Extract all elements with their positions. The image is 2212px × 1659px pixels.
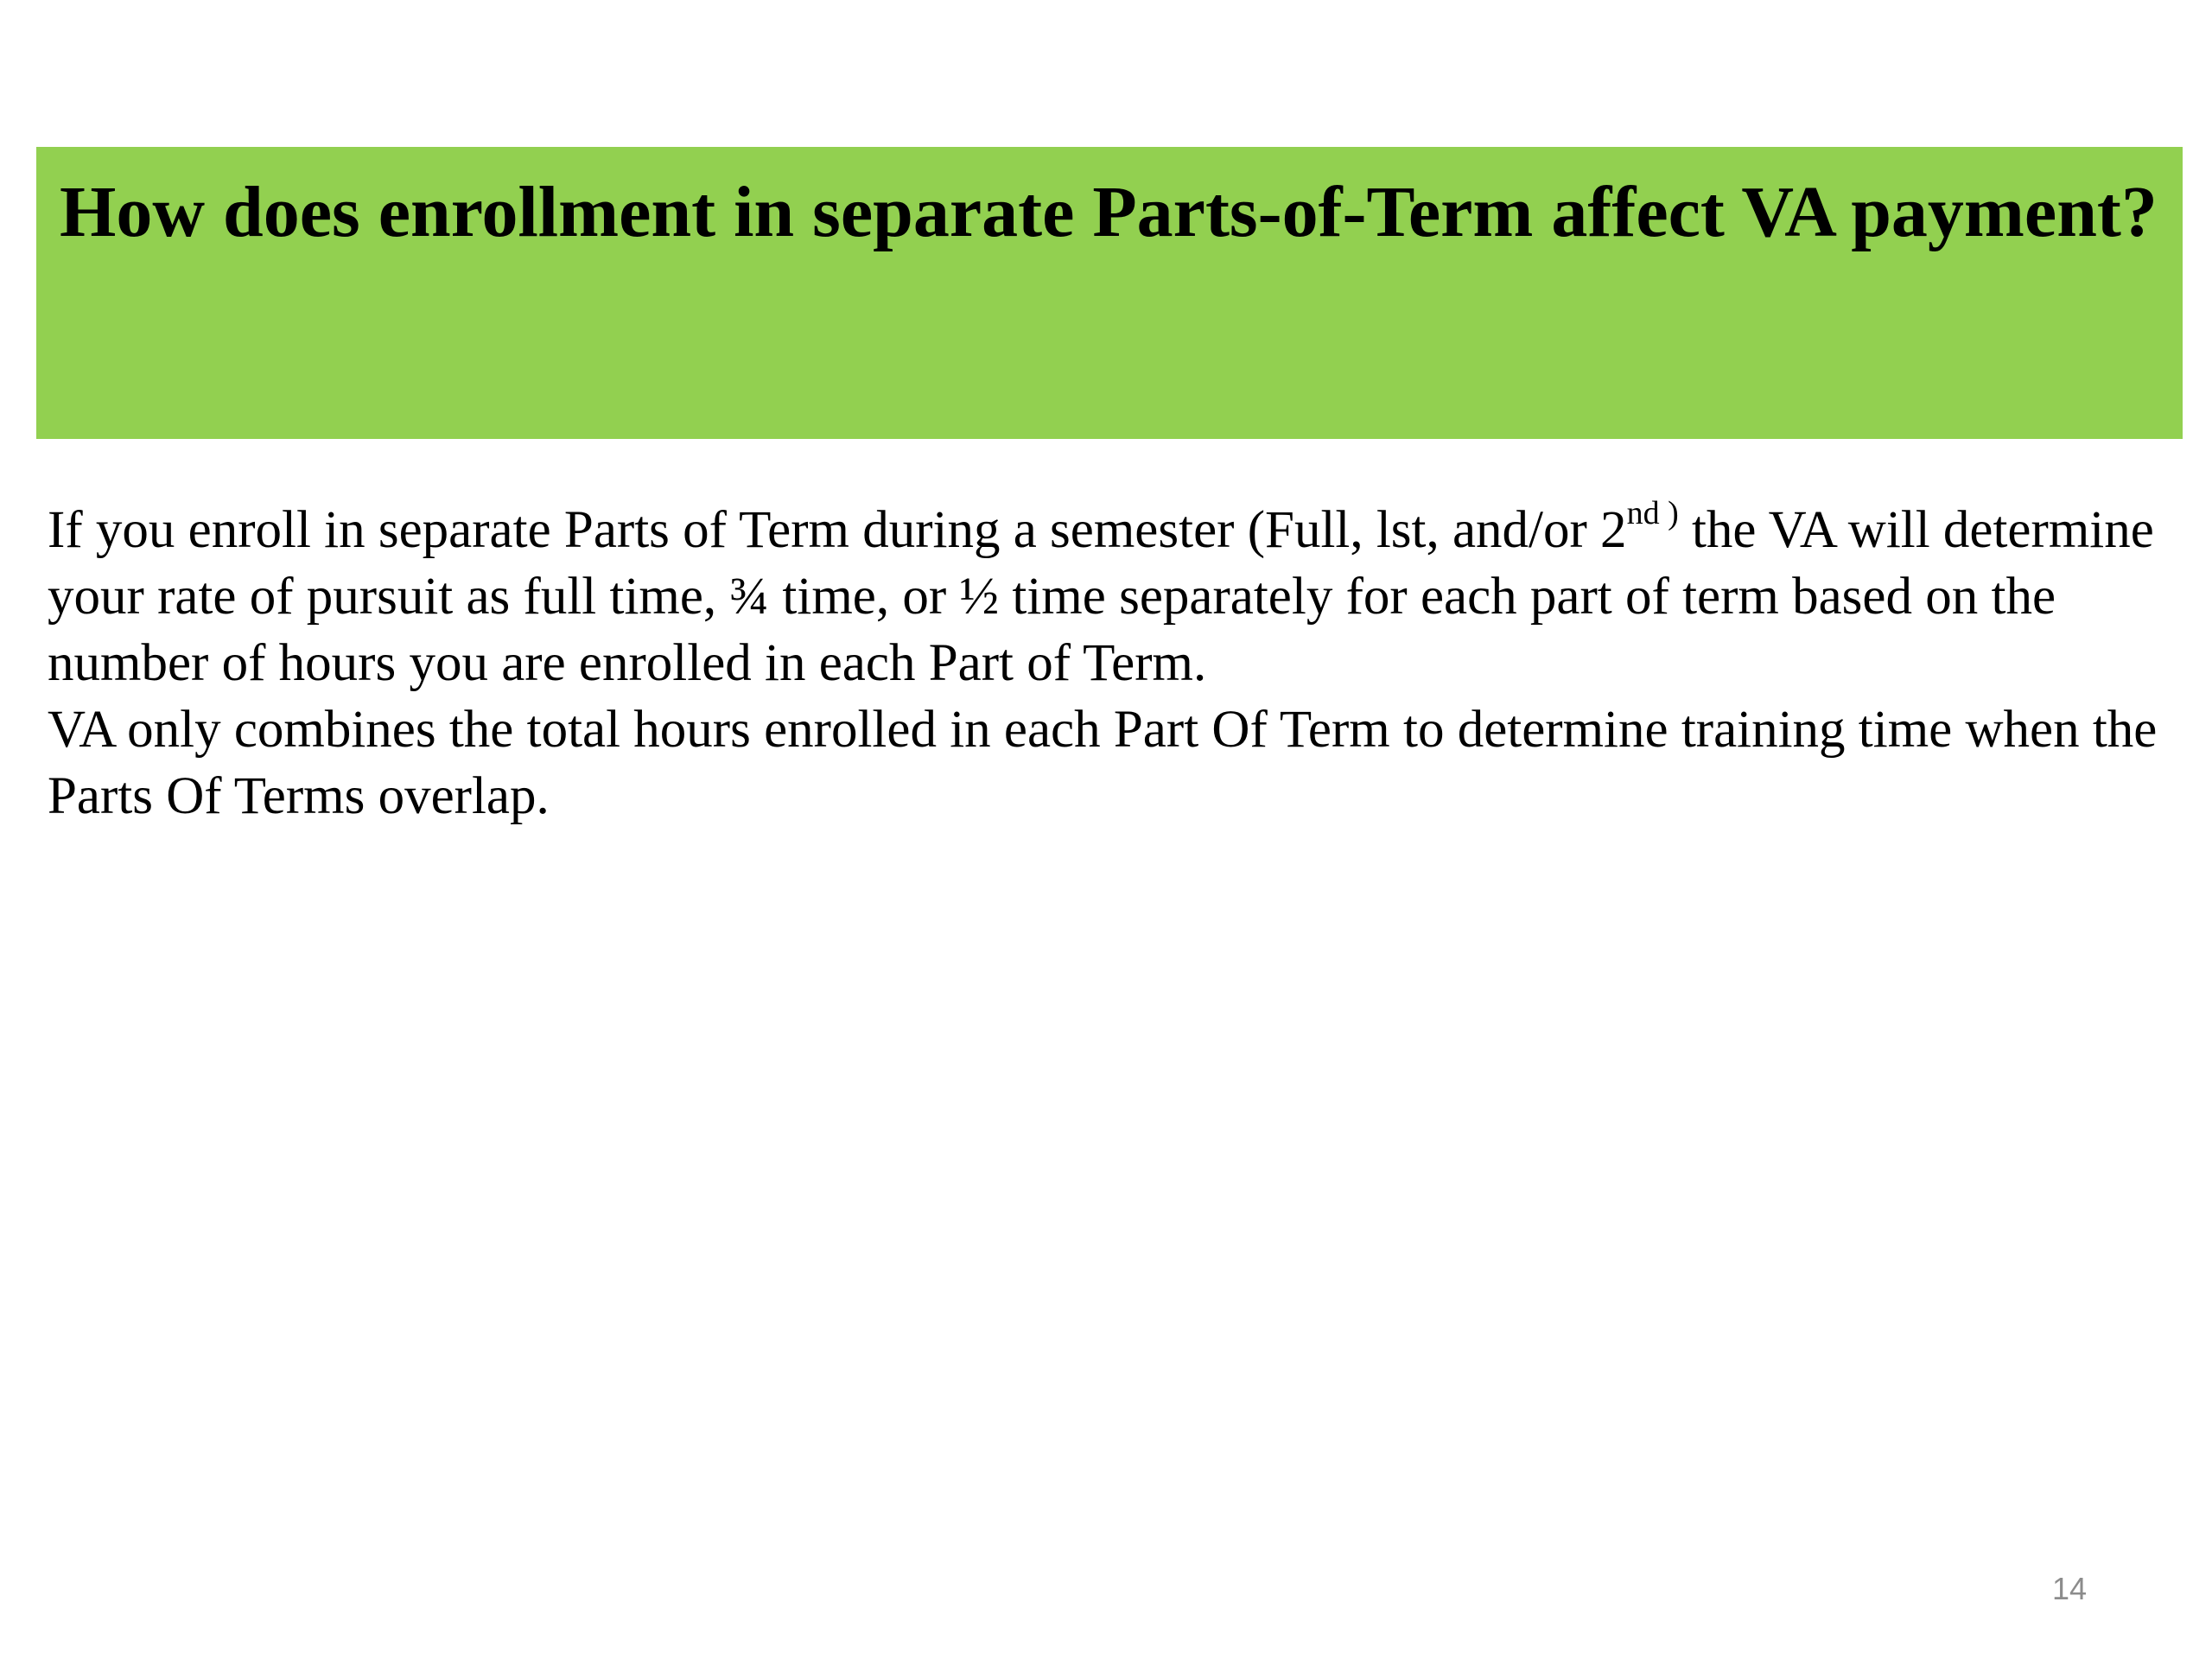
slide-body [48,494,2173,830]
paragraph-1-text-start: If you enroll in separate Parts of Term during a semester (Full, lst, and/or 2 [48,501,1627,559]
title-banner [36,147,2183,439]
paragraph-1-text-end: the VA will determine your rate of pursuit as full time, ¾ time, or ½ time separately for each part of term based on the number of hours you are enrolled in each Part of Term. [48,501,2154,692]
body-paragraph-2: VA only combines the total hours enrolled in each Part Of Term to determine training time when the Parts Of Terms overlap. [48,701,2158,825]
ordinal-superscript: nd ) [1626,494,1679,531]
slide-title: How does enrollment in separate Parts-of-Term affect VA payment? [60,172,2158,252]
page-number: 14 [2051,1571,2088,1606]
body-paragraph-1 [48,494,2173,696]
